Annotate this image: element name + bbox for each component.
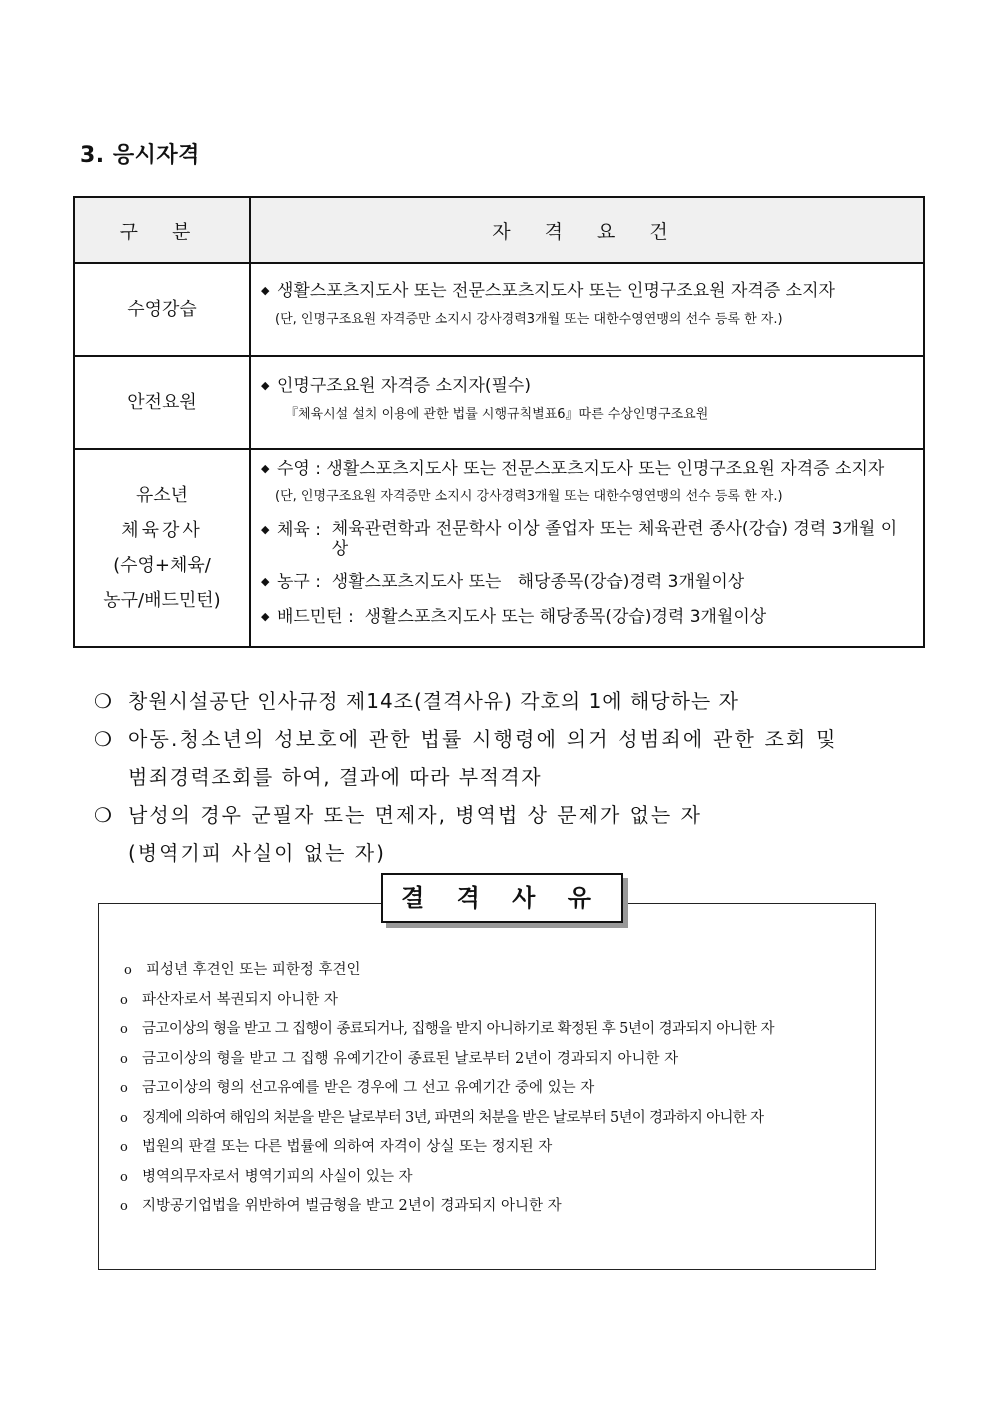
bullet-o-icon: o [120,992,128,1008]
requirement-text: 생활스포츠지도사 또는 해당종목(강습)경력 3개월이상 [364,607,767,627]
requirement-bullet [261,280,913,302]
condition-item [94,682,924,720]
bullet-dot-icon: ◆ [261,523,270,536]
requirement-bullet-badminton [261,606,913,628]
requirement-note: (단, 인명구조요원 자격증만 소지시 강사경력3개월 또는 대한수영연맹의 선수 등록 한 자.) [275,489,783,504]
bullet-o-icon: o [120,1169,128,1185]
list-item [120,986,774,1016]
category-line: 체육강사 [121,520,203,541]
condition-text: 창원시설공단 인사규정 제14조(결격사유) 각호의 1에 해당하는 자 [128,689,739,713]
bullet-dot-icon: ◆ [261,462,270,475]
requirement-text: 생활스포츠지도사 또는 전문스포츠지도사 또는 인명구조요원 자격증 소지자 [326,459,885,479]
table-row-swim-lesson [74,263,924,356]
bullet-o-icon: o [120,1051,128,1067]
requirement-label: 농구 : [277,572,332,592]
condition-text: 남성의 경우 군필자 또는 면제자, 병역법 상 문제가 없는 자 [128,803,702,827]
requirement-bullet-swim [261,458,913,480]
requirements-cell [250,356,924,449]
condition-text: 아동.청소년의 성보호에 관한 법률 시행령에 의거 성범죄에 관한 조회 및 [128,727,838,751]
table-row-youth-instructor [74,449,924,647]
requirement-label: 수영 : [277,459,327,479]
table-header-row [74,197,924,263]
list-item [120,1104,774,1134]
bullet-o-icon: o [120,1110,128,1126]
requirements-cell [250,263,924,356]
requirement-label: 배드민턴 : [277,607,365,627]
section-title: 3. 응시자격 [80,143,200,168]
table-row-safety-guard [74,356,924,449]
requirement-bullet-basketball [261,571,913,593]
requirement-bullet [261,375,913,397]
list-item [120,1163,774,1193]
list-item [120,1192,774,1222]
list-item [120,1074,774,1104]
condition-continuation: (병역기피 사실이 없는 자) [128,841,386,865]
list-item [120,956,774,986]
conditions-list [94,682,924,872]
list-item [120,1015,774,1045]
header-category: 구 분 [74,197,250,263]
requirement-text: 생활스포츠지도사 또는 해당종목(강습)경력 3개월이상 [331,572,745,592]
circle-bullet-icon: ❍ [94,727,113,751]
list-item [120,1045,774,1075]
qualification-table [73,196,925,648]
bullet-dot-icon: ◆ [261,575,270,588]
bullet-o-icon: o [120,1081,128,1096]
header-requirements: 자 격 요 건 [250,197,924,263]
bullet-dot-icon: ◆ [261,610,270,623]
list-item-text: 금고이상의 형의 선고유예를 받은 경우에 그 선고 유예기간 중에 있는 자 [142,1080,595,1096]
circle-bullet-icon: ❍ [94,689,113,713]
bullet-dot-icon: ◆ [261,284,270,297]
category-cell [74,356,250,449]
requirement-label: 체육 : [277,520,332,540]
category-line: 수영강습 [127,299,197,320]
category-cell [74,263,250,356]
list-item-text: 병역의무자로서 병역기피의 사실이 있는 자 [142,1168,413,1185]
condition-continuation: 범죄경력조회를 하여, 결과에 따라 부적격자 [128,765,543,789]
list-item-text: 징계에 의하여 해임의 처분을 받은 날로부터 3년, 파면의 처분을 받은 날로부터 5년이 경과하지 아니한 자 [142,1109,764,1126]
list-item-text: 금고이상의 형을 받고 그 집행이 종료되거나, 집행을 받지 아니하기로 확정된 후 5년이 경과되지 아니한 자 [142,1021,774,1037]
list-item-text: 지방공기업법을 위반하여 벌금형을 받고 2년이 경과되지 아니한 자 [142,1198,562,1214]
bullet-o-icon: o [124,963,132,978]
bullet-dot-icon: ◆ [261,379,270,392]
requirements-cell [250,449,924,647]
disqualification-title: 결 격 사 유 [381,873,623,923]
category-line: 농구/배드민턴) [103,590,221,611]
bullet-o-icon: o [120,1140,128,1155]
list-item-text: 법원의 판결 또는 다른 법률에 의하여 자격이 상실 또는 정지된 자 [142,1139,553,1155]
category-cell [74,449,250,647]
list-item [120,1133,774,1163]
requirement-note: (단, 인명구조요원 자격증만 소지시 강사경력3개월 또는 대한수영연맹의 선수 등록 한 자.) [275,312,783,327]
condition-item [94,796,924,834]
circle-bullet-icon: ❍ [94,803,113,827]
category-line: 안전요원 [127,392,197,413]
category-line: (수영+체육/ [113,555,211,576]
requirement-bullet-pe [261,519,913,559]
requirement-text: 생활스포츠지도사 또는 전문스포츠지도사 또는 인명구조요원 자격증 소지자 [277,281,835,301]
requirement-text: 인명구조요원 자격증 소지자(필수) [277,376,531,396]
list-item-text: 피성년 후견인 또는 피한정 후견인 [146,962,361,978]
list-item-text: 파산자로서 복권되지 아니한 자 [142,991,338,1008]
bullet-o-icon: o [120,1022,128,1037]
category-line: 유소년 [135,485,189,506]
condition-item [94,720,924,758]
list-item-text: 금고이상의 형을 받고 그 집행 유예기간이 종료된 날로부터 2년이 경과되지 아니한 자 [142,1050,679,1067]
bullet-o-icon: o [120,1199,128,1214]
disqualification-list [120,956,774,1222]
requirement-note: 『체육시설 설치 이용에 관한 법률 시행규칙별표6』따른 수상인명구조요원 [285,407,709,422]
requirement-text: 체육관련학과 전문학사 이상 졸업자 또는 체육관련 종사(강습) 경력 3개월 이상 [331,519,898,559]
